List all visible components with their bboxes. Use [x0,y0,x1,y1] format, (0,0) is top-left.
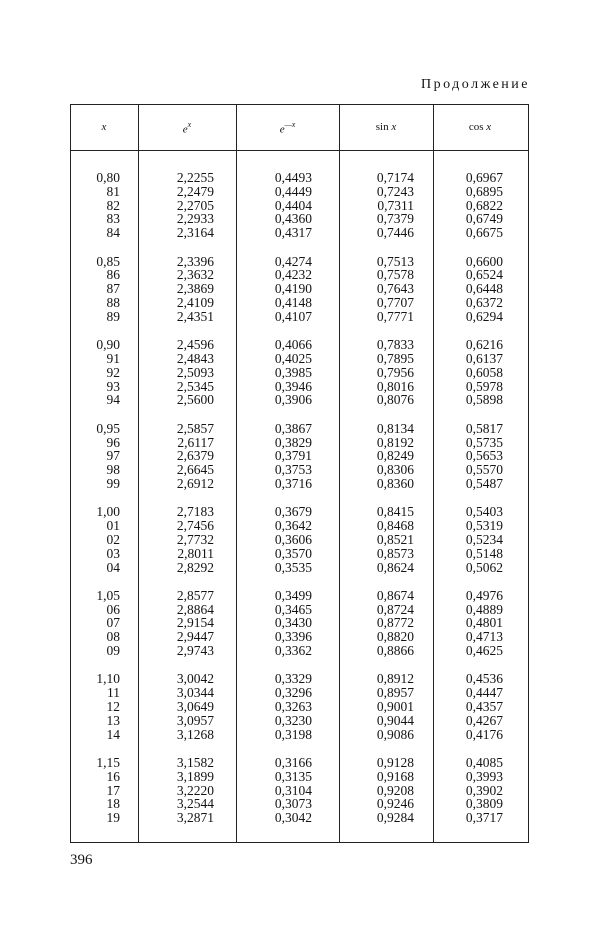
table-cell: 93 [106,378,120,394]
table-cell: 0,3993 [465,768,503,784]
table-cell: 0,4447 [465,685,503,701]
table-cell: 0,9086 [376,726,414,742]
row-group [70,338,527,407]
table-cell: 0,9284 [376,810,414,826]
table-cell: 2,3632 [176,267,214,283]
row-group [70,756,527,825]
table-cell: 0,4493 [274,170,312,185]
table-cell: 08 [106,629,120,645]
table-row [70,533,527,547]
table-cell: 0,3296 [274,685,312,701]
table-cell: 14 [106,726,120,742]
table-cell: 1,15 [96,755,120,771]
table-cell: 0,9246 [376,796,414,812]
table-cell: 98 [106,462,120,478]
table-cell: 0,4267 [465,712,503,728]
table-row [70,644,527,658]
table-cell: 0,5653 [465,448,503,464]
table-cell: 3,2220 [176,782,214,798]
table-cell: 2,8292 [176,559,214,575]
table-cell: 0,6822 [465,197,503,213]
table-cell: 1,00 [96,504,120,520]
table-cell: 0,5570 [465,462,503,478]
table-cell: 0,3362 [274,643,312,659]
table-cell: 0,4176 [465,726,503,742]
table-cell: 0,8521 [376,531,414,547]
table-row [70,589,527,603]
table-cell: 04 [106,559,120,575]
table-row [70,296,527,310]
table-cell: 0,9001 [376,699,414,715]
table-cell: 0,8674 [376,587,414,603]
table-cell: 2,2933 [176,211,214,227]
table-row [70,380,527,394]
table-row [70,185,527,199]
table-cell: 0,6895 [465,183,503,199]
table-cell: 0,3679 [274,504,312,520]
table-cell: 03 [106,545,120,561]
table-cell: 06 [106,601,120,617]
table-cell: 01 [106,518,120,534]
table-cell: 3,2871 [176,810,214,826]
table-cell: 0,4274 [274,253,312,269]
table-cell: 2,9447 [176,629,214,645]
table-cell: 2,9743 [176,643,214,659]
table-row [70,199,527,213]
table-row [70,338,527,352]
table-row [70,603,527,617]
table-cell: 0,3166 [274,755,312,771]
table-cell: 0,8415 [376,504,414,520]
table-cell: 0,8306 [376,462,414,478]
table-row [70,393,527,407]
table-row [70,561,527,575]
table-cell: 13 [106,712,120,728]
table-cell: 0,5487 [465,475,503,491]
table-cell: 0,8573 [376,545,414,561]
table-cell: 0,4085 [465,755,503,771]
table-cell: 2,5345 [176,378,214,394]
header-exp-neg: $e^{—x}$ [279,120,296,136]
table-cell: 2,3164 [176,225,214,241]
table-cell: 0,6137 [465,350,503,366]
table-cell: 0,8192 [376,434,414,450]
table-cell: 2,4843 [176,350,214,366]
table-cell: 0,3906 [274,392,312,408]
table-cell: 0,3902 [465,782,503,798]
table-cell: 0,8624 [376,559,414,575]
table-row [70,630,527,644]
table-cell: 0,5403 [465,504,503,520]
table-cell: 11 [107,685,120,701]
table-row [70,352,527,366]
table-cell: 1,05 [96,587,120,603]
table-cell: 0,3606 [274,531,312,547]
table-cell: 3,0344 [176,685,214,701]
table-cell: 0,95 [96,420,120,436]
table-row [70,616,527,630]
table-cell: 0,8866 [376,643,414,659]
table-cell: 0,90 [96,337,120,353]
table-row [70,811,527,825]
header-sin: sin x [375,121,397,133]
table-cell: 0,7243 [376,183,414,199]
table-cell: 0,3791 [274,448,312,464]
table-row [70,728,527,742]
table-cell: 2,2705 [176,197,214,213]
table-cell: 0,80 [96,170,120,185]
table-cell: 0,9128 [376,755,414,771]
table-cell: 0,5735 [465,434,503,450]
table-cell: 0,4317 [274,225,312,241]
table-cell: 0,3716 [274,475,312,491]
row-group [70,505,527,574]
table-cell: 0,8957 [376,685,414,701]
table-cell: 2,4596 [176,337,214,353]
table-cell: 0,7379 [376,211,414,227]
table-cell: 2,9154 [176,615,214,631]
table-cell: 0,7446 [376,225,414,241]
table-cell: 0,3104 [274,782,312,798]
table-cell: 2,5600 [176,392,214,408]
table-cell: 82 [106,197,120,213]
table-cell: 2,7183 [176,504,214,520]
table-row [70,268,527,282]
table-cell: 91 [106,350,120,366]
table-cell: 0,3430 [274,615,312,631]
table-cell: 2,3869 [176,281,214,297]
header-exp: $e^x$ [182,120,192,136]
table-cell: 81 [106,183,120,199]
table-cell: 2,2255 [176,170,214,185]
table-cell: 3,0042 [176,671,214,687]
table-cell: 2,7456 [176,518,214,534]
table-cell: 94 [106,392,120,408]
table-cell: 0,5817 [465,420,503,436]
table-cell: 2,7732 [176,531,214,547]
table-cell: 0,3717 [465,810,503,826]
table-cell: 17 [106,782,120,798]
table-row [70,784,527,798]
table-cell: 0,4357 [465,699,503,715]
row-group [70,672,527,741]
continuation-label: Продолжение [420,77,530,92]
table-cell: 0,6372 [465,294,503,310]
table-cell: 3,0957 [176,712,214,728]
table-row [70,672,527,686]
table-cell: 0,8134 [376,420,414,436]
table-cell: 0,4449 [274,183,312,199]
table-row [70,422,527,436]
table-cell: 0,6600 [465,253,503,269]
table-cell: 0,8912 [376,671,414,687]
table-cell: 83 [106,211,120,227]
table-cell: 0,7956 [376,364,414,380]
table-cell: 0,4976 [465,587,503,603]
row-group [70,589,527,658]
table-cell: 0,6967 [465,170,503,185]
table-cell: 0,7311 [377,197,414,213]
table-cell: 0,5062 [465,559,503,575]
table-cell: 2,6645 [176,462,214,478]
table-cell: 2,5857 [176,420,214,436]
table-cell: 0,5148 [465,545,503,561]
table-cell: 0,8360 [376,475,414,491]
table-row [70,226,527,240]
table-cell: 0,4025 [274,350,312,366]
table-cell: 0,85 [96,253,120,269]
table-cell: 0,3867 [274,420,312,436]
table-row [70,282,527,296]
table-cell: 84 [106,225,120,241]
table-cell: 0,8820 [376,629,414,645]
table-cell: 0,8076 [376,392,414,408]
table-cell: 97 [106,448,120,464]
table-cell: 1,10 [96,671,120,687]
table-cell: 3,1899 [176,768,214,784]
page-number: 396 [70,852,93,868]
table-cell: 0,8468 [376,518,414,534]
table-row [70,212,527,226]
table-cell: 0,6058 [465,364,503,380]
table-cell: 0,7513 [376,253,414,269]
table-cell: 0,9208 [376,782,414,798]
table-cell: 0,8772 [376,615,414,631]
table-cell: 0,3499 [274,587,312,603]
table-row [70,436,527,450]
row-group [70,422,527,491]
table-cell: 0,3329 [274,671,312,687]
table-cell: 0,3809 [465,796,503,812]
table-row [70,770,527,784]
table-cell: 0,3946 [274,378,312,394]
table-cell: 0,3042 [274,810,312,826]
table-cell: 0,4801 [465,615,503,631]
table-row [70,505,527,519]
table-cell: 2,4109 [176,294,214,310]
table-cell: 0,7895 [376,350,414,366]
table-cell: 2,6912 [176,475,214,491]
table-cell: 99 [106,475,120,491]
table-cell: 0,4536 [465,671,503,687]
table-cell: 0,8249 [376,448,414,464]
row-group [70,171,527,240]
table-cell: 86 [106,267,120,283]
table-cell: 0,4190 [274,281,312,297]
table-row [70,797,527,811]
table-row [70,477,527,491]
table-cell: 87 [106,281,120,297]
table-cell: 19 [106,810,120,826]
table-cell: 0,7643 [376,281,414,297]
table-row [70,463,527,477]
table-cell: 0,7707 [376,294,414,310]
table-cell: 0,3230 [274,712,312,728]
table-row [70,255,527,269]
table-cell: 2,6117 [177,434,214,450]
table-cell: 88 [106,294,120,310]
table-cell: 0,6294 [465,308,503,324]
row-group [70,255,527,324]
table-cell: 0,5234 [465,531,503,547]
table-cell: 0,8016 [376,378,414,394]
table-cell: 0,3753 [274,462,312,478]
table-cell: 0,7174 [376,170,414,185]
table-cell: 2,6379 [176,448,214,464]
table-cell: 07 [106,615,120,631]
table-cell: 2,8864 [176,601,214,617]
table-cell: 3,2544 [176,796,214,812]
table-cell: 2,2479 [176,183,214,199]
table-cell: 0,4107 [274,308,312,324]
table-cell: 0,3135 [274,768,312,784]
table-body [70,171,527,840]
table-row [70,714,527,728]
table-cell: 0,3465 [274,601,312,617]
table-cell: 0,9168 [376,768,414,784]
table-cell: 2,8577 [176,587,214,603]
table-cell: 0,6524 [465,267,503,283]
table-cell: 02 [106,531,120,547]
table-cell: 0,7833 [376,337,414,353]
table-cell: 0,9044 [376,712,414,728]
table-cell: 0,5978 [465,378,503,394]
table-cell: 2,5093 [176,364,214,380]
table-cell: 09 [106,643,120,659]
table-cell: 0,6675 [465,225,503,241]
table-cell: 0,4889 [465,601,503,617]
table-cell: 2,8011 [177,545,214,561]
table-cell: 0,3396 [274,629,312,645]
table-cell: 0,3535 [274,559,312,575]
table-row [70,171,527,185]
table-cell: 0,6749 [465,211,503,227]
table-cell: 16 [106,768,120,784]
table-cell: 0,3570 [274,545,312,561]
table-row [70,756,527,770]
table-cell: 0,4066 [274,337,312,353]
table-cell: 0,6216 [465,337,503,353]
table-cell: 0,7578 [376,267,414,283]
table-row [70,700,527,714]
table-cell: 2,4351 [176,308,214,324]
table-cell: 0,7771 [376,308,414,324]
table-cell: 0,4148 [274,294,312,310]
table-cell: 92 [106,364,120,380]
table-cell: 89 [106,308,120,324]
table-cell: 0,6448 [465,281,503,297]
table-cell: 0,3829 [274,434,312,450]
table-row [70,310,527,324]
table-cell: 3,1268 [176,726,214,742]
header-cos: cos x [468,121,492,133]
table-cell: 3,1582 [176,755,214,771]
table-cell: 0,3985 [274,364,312,380]
table-cell: 0,5898 [465,392,503,408]
table-cell: 0,4713 [465,629,503,645]
table-row [70,366,527,380]
table-cell: 0,4625 [465,643,503,659]
table-cell: 3,0649 [176,699,214,715]
table-row [70,449,527,463]
table-cell: 18 [106,796,120,812]
table-cell: 0,3263 [274,699,312,715]
table-cell: 0,3642 [274,518,312,534]
table-cell: 96 [106,434,120,450]
table-cell: 0,4404 [274,197,312,213]
table-cell: 0,3073 [274,796,312,812]
table-row [70,547,527,561]
table-cell: 0,3198 [274,726,312,742]
table-row [70,686,527,700]
table-row [70,519,527,533]
table-cell: 0,4360 [274,211,312,227]
table-cell: 12 [106,699,120,715]
header-x: x [101,121,107,133]
table-cell: 0,4232 [274,267,312,283]
table-cell: 2,3396 [176,253,214,269]
table-cell: 0,5319 [465,518,503,534]
table-cell: 0,8724 [376,601,414,617]
